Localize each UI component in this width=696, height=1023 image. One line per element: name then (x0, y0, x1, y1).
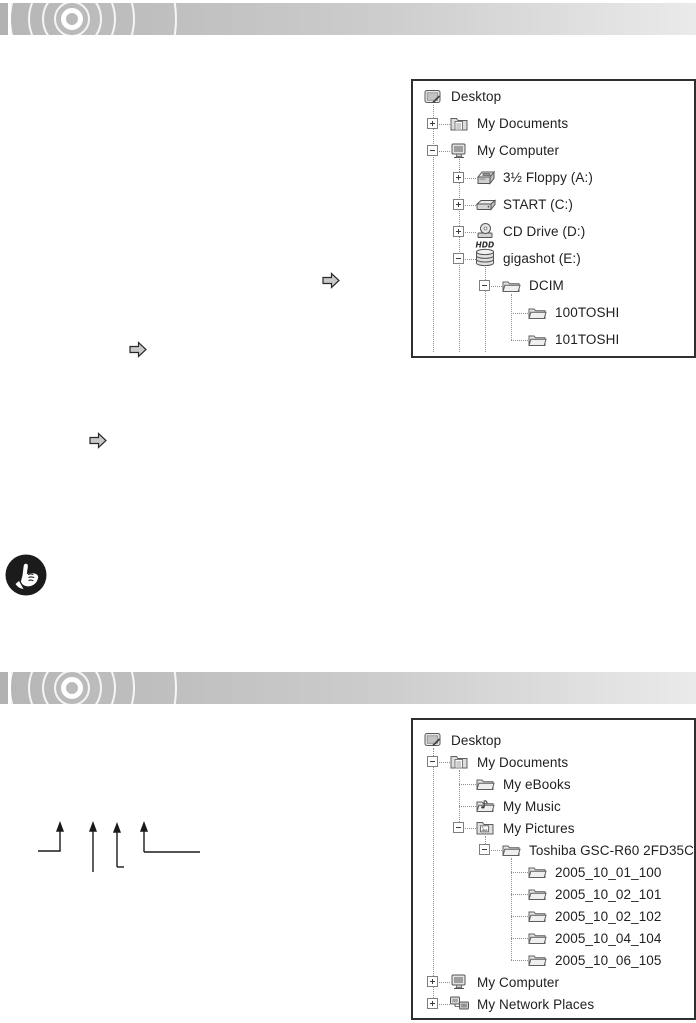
tree-item[interactable] (413, 326, 692, 353)
hard-drive-icon (475, 195, 497, 215)
expand-toggle[interactable] (427, 976, 438, 987)
tree-item[interactable] (413, 839, 695, 861)
tree-item-label: 100TOSHI (555, 305, 620, 320)
folder-documents-icon (449, 752, 469, 772)
header-bar (0, 3, 696, 35)
folder-icon (527, 330, 547, 350)
tree-item[interactable] (413, 949, 692, 971)
step-arrow-icon (322, 272, 340, 289)
folder-pictures-icon (475, 818, 495, 838)
tree-item[interactable] (413, 927, 692, 949)
folder-icon (527, 950, 547, 970)
tree-item[interactable] (413, 861, 692, 883)
my-computer-icon (449, 972, 469, 992)
my-computer-icon (449, 141, 469, 161)
folder-icon (501, 840, 521, 860)
folder-icon (501, 276, 521, 296)
desktop-icon (423, 730, 443, 750)
tree-item-label: 2005_10_04_104 (555, 930, 662, 946)
step-arrow-icon (89, 432, 107, 449)
tree-item-label: START (C:) (503, 197, 574, 212)
tree-item-label: My Network Places (477, 996, 595, 1012)
desktop-icon (423, 87, 443, 107)
tree-item[interactable] (413, 110, 692, 137)
tree-item-label: My Documents (477, 116, 569, 131)
tree-item[interactable] (413, 272, 692, 299)
tree-item-label: 101TOSHI (555, 332, 620, 347)
tree-item-label: 2005_10_02_101 (555, 886, 662, 902)
tree-item[interactable] (413, 164, 692, 191)
tree-item-label: Toshiba GSC-R60 2FD35C (529, 842, 695, 858)
folder-documents-icon (449, 114, 469, 134)
tree-item[interactable] (413, 218, 692, 245)
collapse-toggle[interactable] (427, 145, 438, 156)
callout-arrows (30, 818, 210, 876)
tree-item-label: Desktop (451, 732, 502, 748)
tree-item[interactable] (413, 729, 692, 751)
header-bar (0, 672, 696, 704)
tree-item[interactable] (413, 817, 692, 839)
expand-toggle[interactable] (427, 118, 438, 129)
cd-drive-icon (475, 222, 497, 242)
expand-toggle[interactable] (453, 199, 464, 210)
step-arrow-icon (129, 341, 147, 358)
expand-toggle[interactable] (453, 172, 464, 183)
header-bar-stub (0, 672, 8, 704)
tree-item[interactable] (413, 137, 692, 164)
tree-item-label: DCIM (529, 278, 564, 293)
explorer-tree-screenshot (411, 79, 696, 358)
floppy-drive-icon (475, 168, 497, 188)
tree-item-label: gigashot (E:) (503, 251, 581, 266)
tree-item-label: My Computer (477, 143, 560, 158)
tree-item-label: 2005_10_01_100 (555, 864, 662, 880)
network-icon (449, 994, 471, 1014)
tree-item-label: My Music (503, 798, 561, 814)
tree-item-label: CD Drive (D:) (503, 224, 586, 239)
folder-icon (527, 906, 547, 926)
folder-icon (527, 303, 547, 323)
disc-logo (11, 3, 696, 35)
tree-item-label: 2005_10_02_102 (555, 908, 662, 924)
tree-item-label: Desktop (451, 89, 502, 104)
tree-item-label: My Documents (477, 754, 569, 770)
collapse-toggle[interactable] (479, 844, 490, 855)
collapse-toggle[interactable] (453, 253, 464, 264)
hdd-stack-icon (473, 240, 497, 268)
folder-icon (527, 862, 547, 882)
explorer-tree-screenshot (411, 718, 696, 1020)
note-hand-icon (5, 554, 47, 596)
tree-item[interactable] (413, 795, 692, 817)
folder-icon (475, 774, 495, 794)
collapse-toggle[interactable] (479, 280, 490, 291)
folder-icon (527, 884, 547, 904)
tree-item[interactable] (413, 83, 692, 110)
tree-item[interactable] (413, 240, 692, 272)
tree-item[interactable] (413, 883, 692, 905)
tree-item[interactable] (413, 905, 692, 927)
tree-item[interactable] (413, 993, 692, 1015)
tree-item-label: My Pictures (503, 820, 575, 836)
tree-item[interactable] (413, 773, 692, 795)
tree-item[interactable] (413, 299, 692, 326)
folder-music-icon (475, 796, 495, 816)
header-bar-stub (0, 3, 8, 35)
folder-icon (527, 928, 547, 948)
tree-item-label: 2005_10_06_105 (555, 952, 662, 968)
tree-item[interactable] (413, 751, 692, 773)
collapse-toggle[interactable] (427, 756, 438, 767)
disc-logo (11, 672, 696, 704)
collapse-toggle[interactable] (453, 822, 464, 833)
tree-item[interactable] (413, 971, 692, 993)
tree-item[interactable] (413, 191, 692, 218)
tree-item-label: 3½ Floppy (A:) (503, 170, 593, 185)
expand-toggle[interactable] (453, 226, 464, 237)
tree-item-label: My eBooks (503, 776, 571, 792)
svg-text:HDD: HDD (475, 240, 495, 249)
expand-toggle[interactable] (427, 998, 438, 1009)
tree-item-label: My Computer (477, 974, 560, 990)
